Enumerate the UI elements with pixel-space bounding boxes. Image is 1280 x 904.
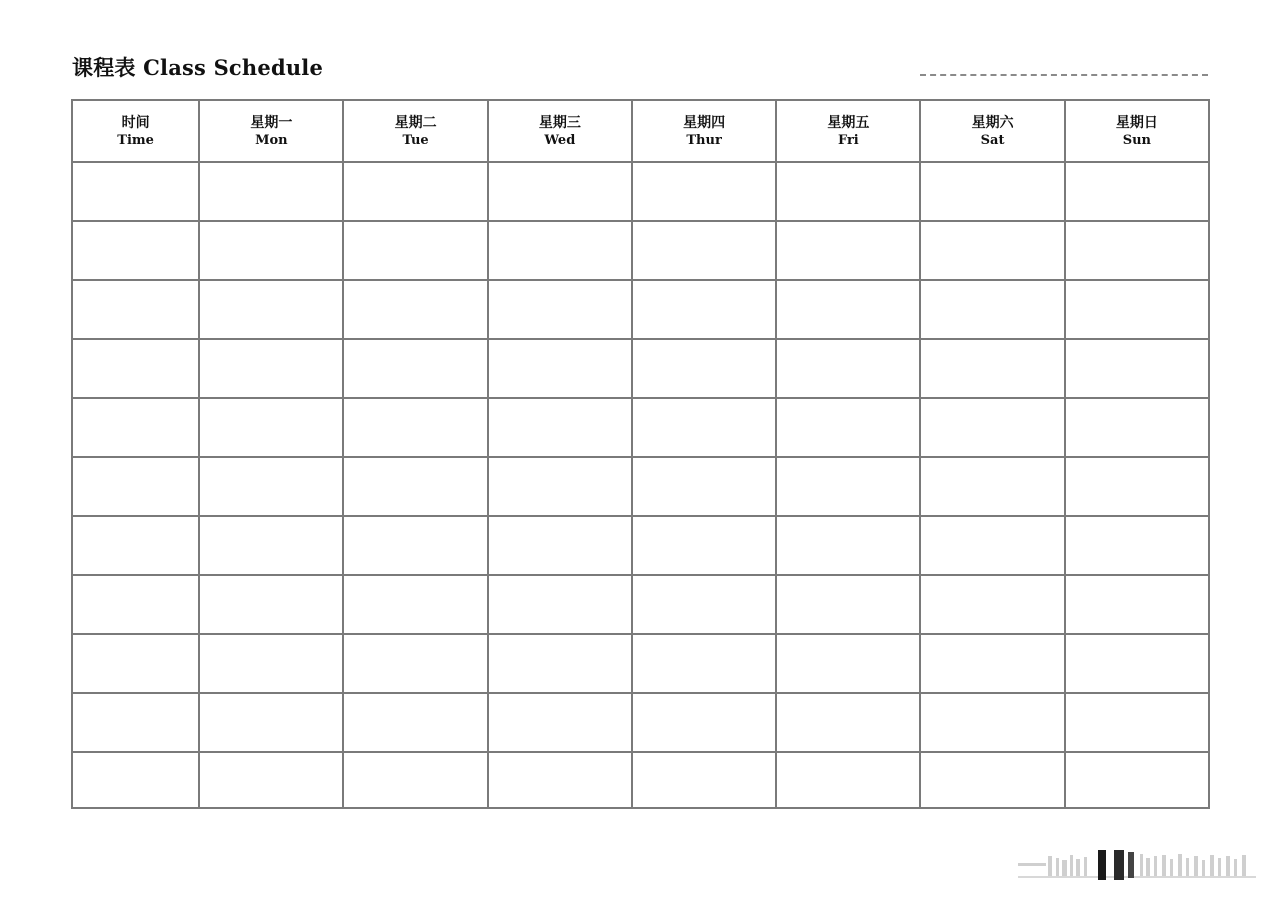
column-header-time	[72, 100, 199, 162]
schedule-cell[interactable]	[488, 752, 632, 808]
schedule-cell[interactable]	[343, 162, 487, 221]
column-header-zh: 星期四	[683, 114, 726, 131]
schedule-cell[interactable]	[776, 575, 920, 634]
schedule-cell[interactable]	[488, 280, 632, 339]
time-cell[interactable]	[72, 398, 199, 457]
schedule-row	[72, 575, 1209, 634]
schedule-cell[interactable]	[1065, 162, 1209, 221]
column-header-en: Thur	[686, 132, 722, 148]
column-header-fri	[776, 100, 920, 162]
page-title: 课程表 Class Schedule	[72, 55, 324, 80]
schedule-cell[interactable]	[1065, 280, 1209, 339]
schedule-row	[72, 162, 1209, 221]
schedule-cell[interactable]	[632, 457, 776, 516]
schedule-cell[interactable]	[920, 398, 1064, 457]
column-header-zh: 星期五	[827, 114, 870, 131]
schedule-cell[interactable]	[343, 221, 487, 280]
schedule-cell[interactable]	[343, 398, 487, 457]
schedule-cell[interactable]	[920, 752, 1064, 808]
column-header-en: Sat	[980, 132, 1005, 148]
column-header-en: Wed	[544, 132, 576, 148]
schedule-cell[interactable]	[488, 339, 632, 398]
schedule-cell[interactable]	[199, 575, 343, 634]
time-cell[interactable]	[72, 221, 199, 280]
schedule-cell[interactable]	[632, 162, 776, 221]
schedule-cell[interactable]	[776, 162, 920, 221]
column-header-zh: 星期二	[394, 114, 437, 131]
schedule-cell[interactable]	[776, 634, 920, 693]
schedule-cell[interactable]	[632, 398, 776, 457]
column-header-mon	[199, 100, 343, 162]
column-header-zh: 星期六	[971, 114, 1014, 131]
column-header-en: Tue	[402, 132, 429, 148]
column-header-zh: 星期日	[1115, 114, 1158, 131]
schedule-row	[72, 221, 1209, 280]
schedule-row	[72, 752, 1209, 808]
schedule-row	[72, 634, 1209, 693]
schedule-cell[interactable]	[632, 693, 776, 752]
scanner-watermark-mark	[1018, 846, 1256, 880]
schedule-cell[interactable]	[343, 457, 487, 516]
title-dashed-line	[920, 74, 1208, 76]
schedule-cell[interactable]	[776, 516, 920, 575]
schedule-row	[72, 339, 1209, 398]
schedule-cell[interactable]	[1065, 693, 1209, 752]
schedule-row	[72, 516, 1209, 575]
time-cell[interactable]	[72, 339, 199, 398]
column-header-en: Sun	[1122, 132, 1151, 148]
schedule-cell[interactable]	[488, 634, 632, 693]
schedule-cell[interactable]	[632, 280, 776, 339]
schedule-cell[interactable]	[920, 516, 1064, 575]
schedule-cell[interactable]	[488, 162, 632, 221]
schedule-cell[interactable]	[1065, 752, 1209, 808]
schedule-cell[interactable]	[632, 516, 776, 575]
time-cell[interactable]	[72, 516, 199, 575]
schedule-cell[interactable]	[1065, 398, 1209, 457]
schedule-cell[interactable]	[199, 516, 343, 575]
schedule-cell[interactable]	[488, 693, 632, 752]
schedule-cell[interactable]	[776, 693, 920, 752]
schedule-cell[interactable]	[1065, 457, 1209, 516]
schedule-cell[interactable]	[920, 693, 1064, 752]
schedule-cell[interactable]	[199, 752, 343, 808]
schedule-cell[interactable]	[776, 339, 920, 398]
schedule-cell[interactable]	[776, 752, 920, 808]
schedule-cell[interactable]	[632, 634, 776, 693]
column-header-zh: 星期三	[538, 114, 581, 131]
schedule-cell[interactable]	[1065, 516, 1209, 575]
schedule-cell[interactable]	[920, 280, 1064, 339]
schedule-cell[interactable]	[920, 634, 1064, 693]
column-header-en: Mon	[255, 132, 288, 148]
schedule-cell[interactable]	[488, 398, 632, 457]
column-header-en: Time	[117, 132, 154, 148]
column-header-thur	[632, 100, 776, 162]
schedule-cell[interactable]	[488, 221, 632, 280]
schedule-cell[interactable]	[920, 457, 1064, 516]
schedule-cell[interactable]	[920, 339, 1064, 398]
schedule-row	[72, 280, 1209, 339]
schedule-cell[interactable]	[199, 221, 343, 280]
time-cell[interactable]	[72, 162, 199, 221]
schedule-cell[interactable]	[343, 752, 487, 808]
schedule-cell[interactable]	[488, 575, 632, 634]
schedule-cell[interactable]	[199, 339, 343, 398]
schedule-cell[interactable]	[632, 339, 776, 398]
schedule-table	[71, 99, 1210, 809]
schedule-cell[interactable]	[199, 693, 343, 752]
time-cell[interactable]	[72, 575, 199, 634]
time-cell[interactable]	[72, 634, 199, 693]
schedule-cell[interactable]	[199, 634, 343, 693]
schedule-cell[interactable]	[199, 398, 343, 457]
schedule-cell[interactable]	[920, 575, 1064, 634]
column-header-zh: 时间	[121, 114, 150, 131]
column-header-zh: 星期一	[250, 114, 293, 131]
schedule-row	[72, 457, 1209, 516]
schedule-cell[interactable]	[488, 457, 632, 516]
schedule-cell[interactable]	[343, 516, 487, 575]
time-cell[interactable]	[72, 693, 199, 752]
schedule-body	[72, 162, 1209, 808]
column-header-tue	[343, 100, 487, 162]
schedule-cell[interactable]	[199, 457, 343, 516]
time-cell[interactable]	[72, 457, 199, 516]
schedule-cell[interactable]	[920, 162, 1064, 221]
schedule-cell[interactable]	[632, 575, 776, 634]
schedule-cell[interactable]	[776, 398, 920, 457]
schedule-cell[interactable]	[776, 221, 920, 280]
schedule-cell[interactable]	[1065, 634, 1209, 693]
schedule-row	[72, 693, 1209, 752]
schedule-cell[interactable]	[776, 457, 920, 516]
schedule-cell[interactable]	[343, 280, 487, 339]
schedule-row	[72, 398, 1209, 457]
schedule-cell[interactable]	[1065, 339, 1209, 398]
schedule-cell[interactable]	[488, 516, 632, 575]
column-header-wed	[488, 100, 632, 162]
time-cell[interactable]	[72, 280, 199, 339]
column-header-en: Fri	[837, 132, 859, 148]
column-header-sat	[920, 100, 1064, 162]
schedule-cell[interactable]	[776, 280, 920, 339]
column-header-sun	[1065, 100, 1209, 162]
schedule-cell[interactable]	[199, 280, 343, 339]
schedule-cell[interactable]	[343, 575, 487, 634]
header-row	[72, 100, 1209, 162]
schedule-cell[interactable]	[920, 221, 1064, 280]
schedule-cell[interactable]	[632, 221, 776, 280]
schedule-cell[interactable]	[632, 752, 776, 808]
time-cell[interactable]	[72, 752, 199, 808]
schedule-cell[interactable]	[343, 693, 487, 752]
schedule-cell[interactable]	[1065, 221, 1209, 280]
schedule-cell[interactable]	[343, 339, 487, 398]
schedule-cell[interactable]	[1065, 575, 1209, 634]
schedule-cell[interactable]	[343, 634, 487, 693]
schedule-cell[interactable]	[199, 162, 343, 221]
